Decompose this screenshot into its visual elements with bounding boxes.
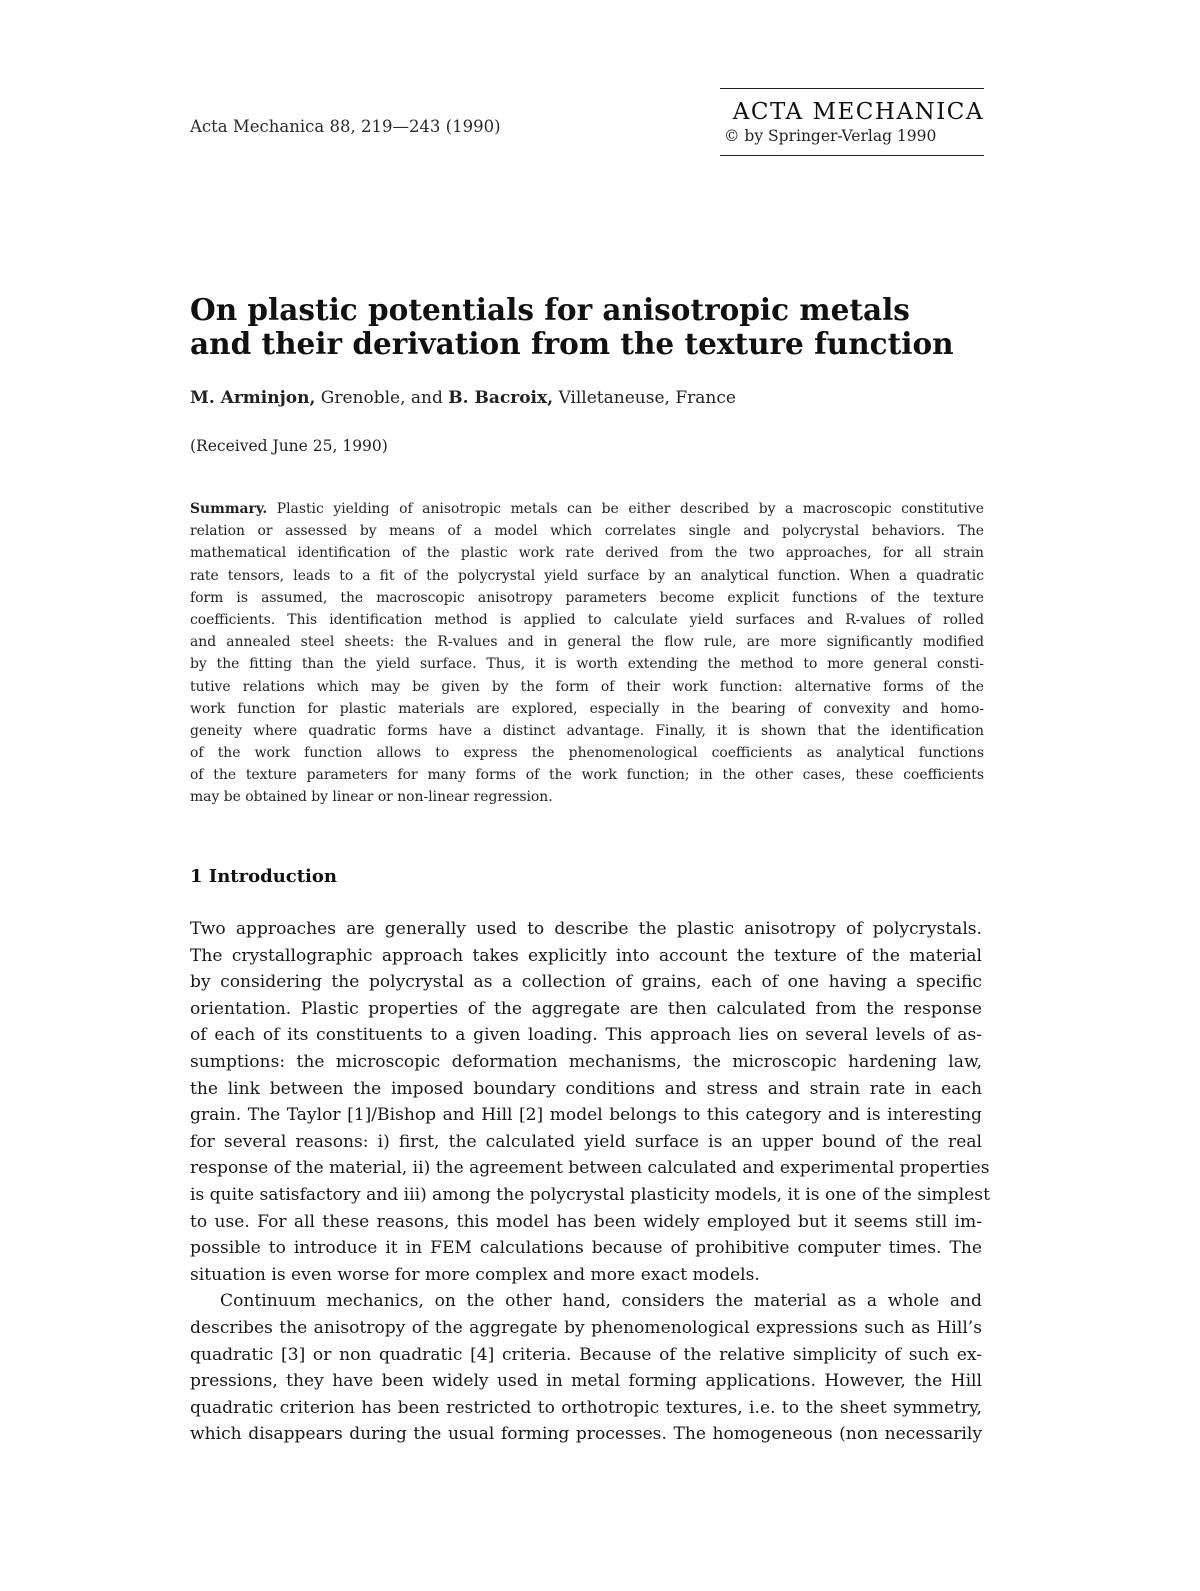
summary-line: Summary. Plastic yielding of anisotropic metals can be either described by a macroscopic constitutive xyxy=(190,501,984,517)
body-line: quadratic criterion has been restricted to orthotropic textures, i.e. to the sheet symmetry, xyxy=(190,1397,982,1418)
body-line: the link between the imposed boundary conditions and stress and strain rate in each xyxy=(190,1078,982,1099)
summary-line: tutive relations which may be given by the form of their work function: alternative forms of the xyxy=(190,678,984,695)
body-line: Two approaches are generally used to describe the plastic anisotropy of polycrystals. xyxy=(190,919,982,939)
body-line: sumptions: the microscopic deformation mechanisms, the microscopic hardening law, xyxy=(190,1051,982,1072)
summary-line: form is assumed, the macroscopic anisotropy parameters become explicit functions of the texture xyxy=(190,589,984,606)
summary-line: geneity where quadratic forms have a distinct advantage. Finally, it is shown that the identification xyxy=(190,722,984,739)
body-line: possible to introduce it in FEM calculations because of prohibitive computer times. The xyxy=(190,1238,982,1259)
body-line: by considering the polycrystal as a collection of grains, each of one having a specific xyxy=(190,972,982,993)
received-date: (Received June 25, 1990) xyxy=(190,437,388,455)
introduction-body xyxy=(190,916,990,1448)
body-line: to use. For all these reasons, this model has been widely employed but it seems still im- xyxy=(190,1211,982,1232)
body-line: grain. The Taylor [1]/Bishop and Hill [2] model belongs to this category and is interesting xyxy=(190,1105,982,1126)
summary-line: of the texture parameters for many forms of the work function; in the other cases, these coefficients xyxy=(190,767,984,784)
affiliation-2: Villetaneuse, France xyxy=(553,388,736,408)
summary-line: rate tensors, leads to a fit of the polycrystal yield surface by an analytical function. When a quadratic xyxy=(190,567,984,584)
affiliation-1: Grenoble, and xyxy=(315,388,449,408)
body-line: of each of its constituents to a given loading. This approach lies on several levels of as- xyxy=(190,1025,982,1046)
journal-masthead xyxy=(720,88,984,156)
summary-abstract xyxy=(190,498,984,809)
summary-line: work function for plastic materials are explored, especially in the bearing of convexity and homo- xyxy=(190,700,984,717)
title-line-1: On plastic potentials for anisotropic metals xyxy=(190,292,910,327)
title-line-2: and their derivation from the texture function xyxy=(190,326,954,361)
summary-label: Summary. xyxy=(190,501,268,517)
paper-title xyxy=(190,293,990,361)
citation: Acta Mechanica 88, 219—243 (1990) xyxy=(190,117,501,136)
summary-line: relation or assessed by means of a model which correlates single and polycrystal behaviors. The xyxy=(190,523,984,540)
author-2: B. Bacroix, xyxy=(448,388,554,408)
section-heading-introduction: 1 Introduction xyxy=(190,866,337,887)
author-1: M. Arminjon, xyxy=(190,388,316,408)
body-line: describes the anisotropy of the aggregate by phenomenological expressions such as Hill’s xyxy=(190,1317,982,1338)
body-line: Continuum mechanics, on the other hand, considers the material as a whole and xyxy=(220,1291,982,1312)
body-line: is quite satisfactory and iii) among the polycrystal plasticity models, it is one of the simplest xyxy=(190,1184,990,1205)
summary-line: coefficients. This identification method is applied to calculate yield surfaces and R-values of rolled xyxy=(190,611,984,628)
body-line: which disappears during the usual forming processes. The homogeneous (non necessarily xyxy=(190,1424,982,1445)
body-line: quadratic [3] or non quadratic [4] criteria. Because of the relative simplicity of such ex- xyxy=(190,1344,982,1365)
author-line xyxy=(190,388,736,408)
body-line: pressions, they have been widely used in metal forming applications. However, the Hill xyxy=(190,1371,982,1392)
copyright-notice: © by Springer-Verlag 1990 xyxy=(724,127,937,145)
summary-line: and annealed steel sheets: the R-values and in general the flow rule, are more significantly modified xyxy=(190,634,984,651)
body-line: response of the material, ii) the agreement between calculated and experimental properties xyxy=(190,1158,990,1179)
summary-line: mathematical identification of the plastic work rate derived from the two approaches, for all strain xyxy=(190,545,984,562)
journal-name: ACTA MECHANICA xyxy=(732,99,984,125)
body-line: The crystallographic approach takes explicitly into account the texture of the material xyxy=(190,945,982,966)
body-line: situation is even worse for more complex and more exact models. xyxy=(190,1264,760,1285)
summary-line: by the fitting than the yield surface. Thus, it is worth extending the method to more general consti- xyxy=(190,656,984,673)
summary-line: may be obtained by linear or non-linear regression. xyxy=(190,789,553,806)
body-line: orientation. Plastic properties of the aggregate are then calculated from the response xyxy=(190,998,982,1019)
summary-line: of the work function allows to express the phenomenological coefficients as analytical functions xyxy=(190,745,984,762)
body-line: for several reasons: i) first, the calculated yield surface is an upper bound of the real xyxy=(190,1131,982,1152)
